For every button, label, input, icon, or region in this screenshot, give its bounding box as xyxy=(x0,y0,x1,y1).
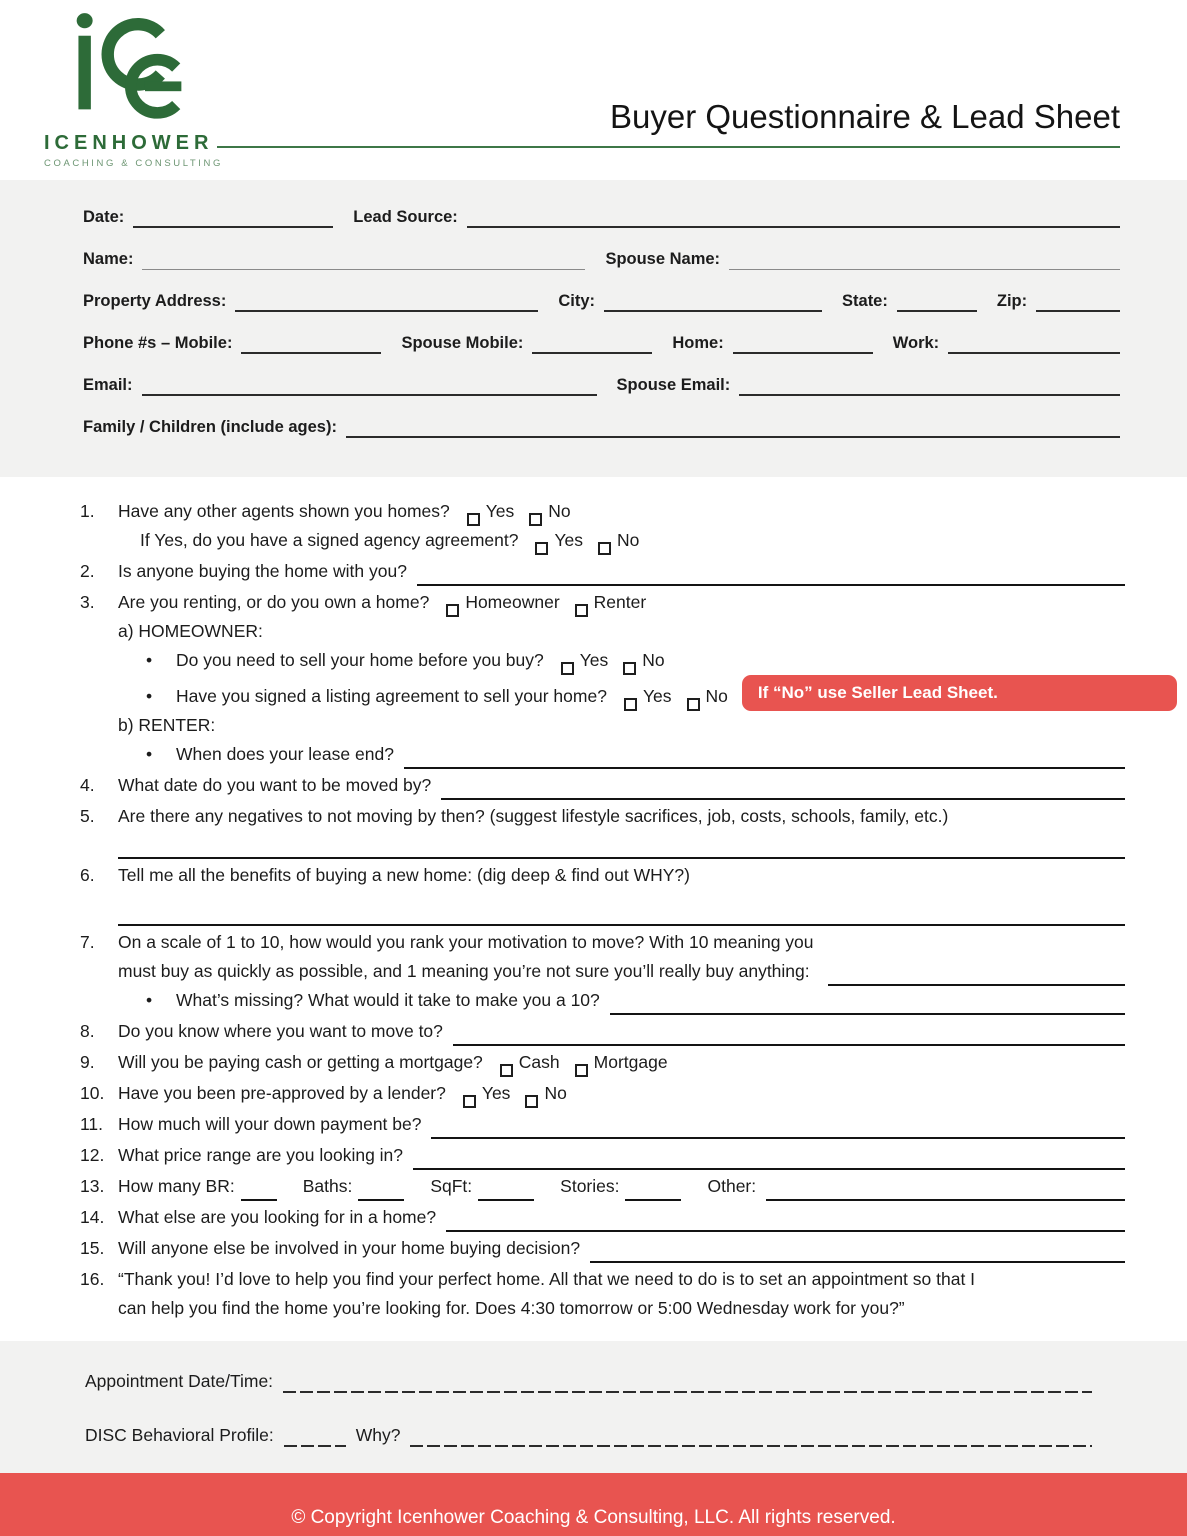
question-number: 2. xyxy=(80,561,95,581)
page-title: Buyer Questionnaire & Lead Sheet xyxy=(609,98,1120,135)
family-label: Family / Children (include ages): xyxy=(83,418,337,436)
no-checkbox[interactable] xyxy=(687,698,700,711)
yes-checkbox[interactable] xyxy=(624,698,637,711)
phones-label: Phone #s – Mobile: xyxy=(83,334,233,352)
whats-missing-blank[interactable] xyxy=(610,993,1125,1015)
question-11-text: How much will your down payment be? xyxy=(118,1113,422,1134)
yes-label: Yes xyxy=(554,530,584,550)
spouse-email-label: Spouse Email: xyxy=(616,376,731,394)
question-6-blank[interactable] xyxy=(118,924,1125,926)
no-label: No xyxy=(642,650,665,670)
motivation-rank-blank[interactable] xyxy=(828,964,1125,986)
property-address-label: Property Address: xyxy=(83,292,227,310)
question-number: 16. xyxy=(80,1268,105,1289)
question-4-text: What date do you want to be moved by? xyxy=(118,774,432,795)
question-7 xyxy=(80,928,1125,1015)
question-14-blank[interactable] xyxy=(446,1210,1125,1232)
why-label: Why? xyxy=(355,1424,401,1445)
question-15-text: Will anyone else be involved in your home buying decision? xyxy=(118,1237,581,1258)
br-blank[interactable] xyxy=(241,1179,277,1201)
why-blank[interactable] xyxy=(410,1425,1092,1447)
contact-row-family xyxy=(83,416,1120,438)
yes-label: Yes xyxy=(481,1082,511,1103)
question-1-sub-text: If Yes, do you have a signed agency agreement? xyxy=(140,530,519,550)
question-number: 10. xyxy=(80,1082,105,1103)
lead-source-label: Lead Source: xyxy=(353,208,458,226)
question-10-text: Have you been pre-approved by a lender? xyxy=(118,1082,446,1103)
lease-end-blank[interactable] xyxy=(404,747,1125,769)
zip-label: Zip: xyxy=(996,292,1028,310)
state-label: State: xyxy=(842,292,888,310)
question-2-blank[interactable] xyxy=(417,564,1125,586)
spouse-name-label: Spouse Name: xyxy=(605,250,721,268)
question-number: 13. xyxy=(80,1175,105,1196)
question-16 xyxy=(80,1265,1125,1323)
yes-label: Yes xyxy=(579,650,609,670)
other-blank[interactable] xyxy=(766,1179,1125,1201)
contact-row-date xyxy=(83,206,1120,228)
question-9-text: Will you be paying cash or getting a mortgage? xyxy=(118,1051,483,1072)
no-checkbox[interactable] xyxy=(598,542,611,555)
question-14-text: What else are you looking for in a home? xyxy=(118,1206,437,1227)
question-15-blank[interactable] xyxy=(590,1241,1125,1263)
question-number: 6. xyxy=(80,864,95,885)
question-5-blank[interactable] xyxy=(118,857,1125,859)
disc-profile-label: DISC Behavioral Profile: xyxy=(85,1424,274,1445)
questions-section xyxy=(0,477,1187,1325)
question-15 xyxy=(80,1234,1125,1263)
sqft-label: SqFt: xyxy=(430,1175,473,1196)
lead-source-blank[interactable] xyxy=(467,207,1120,228)
question-6 xyxy=(80,861,1125,926)
spouse-email-blank[interactable] xyxy=(739,375,1120,396)
question-number: 9. xyxy=(80,1051,95,1072)
no-checkbox[interactable] xyxy=(529,513,542,526)
title-rule-divider xyxy=(217,146,1120,148)
question-2-text: Is anyone buying the home with you? xyxy=(118,561,407,581)
cash-label: Cash xyxy=(518,1051,560,1072)
work-phone-blank[interactable] xyxy=(948,333,1120,354)
home-phone-blank[interactable] xyxy=(733,333,873,354)
whats-missing-text: What’s missing? What would it take to make you a 10? xyxy=(176,989,600,1010)
question-1-text: Have any other agents shown you homes? xyxy=(118,501,450,521)
homeowner-bullet-2-text: Have you signed a listing agreement to sell your home? xyxy=(176,685,607,706)
question-13 xyxy=(80,1172,1125,1201)
br-label: How many BR: xyxy=(118,1175,235,1196)
question-7-line1: On a scale of 1 to 10, how would you rank your motivation to move? With 10 meaning you xyxy=(118,931,814,952)
baths-blank[interactable] xyxy=(358,1179,404,1201)
question-number: 7. xyxy=(80,931,95,952)
brand-tagline: COACHING & CONSULTING xyxy=(44,158,223,169)
question-8-text: Do you know where you want to move to? xyxy=(118,1020,443,1041)
seller-lead-sheet-callout: If “No” use Seller Lead Sheet. xyxy=(742,675,1177,711)
email-label: Email: xyxy=(83,376,133,394)
stories-label: Stories: xyxy=(560,1175,620,1196)
question-3-text: Are you renting, or do you own a home? xyxy=(118,592,430,612)
question-14 xyxy=(80,1203,1125,1232)
question-16-line1: “Thank you! I’d love to help you find your perfect home. All that we need to do is to set an appointment so that I xyxy=(118,1268,976,1289)
contact-row-address xyxy=(83,290,1120,312)
question-12 xyxy=(80,1141,1125,1170)
question-8-blank[interactable] xyxy=(453,1024,1125,1046)
contact-row-name xyxy=(83,248,1120,270)
date-blank[interactable] xyxy=(133,207,333,228)
disc-profile-blank[interactable] xyxy=(284,1425,346,1447)
question-12-text: What price range are you looking in? xyxy=(118,1144,404,1165)
contact-row-phones xyxy=(83,332,1120,354)
renter-checkbox[interactable] xyxy=(575,604,588,617)
spouse-name-blank[interactable] xyxy=(729,249,1120,270)
bullet-icon: • xyxy=(146,650,153,670)
work-label: Work: xyxy=(892,334,940,352)
appointment-section xyxy=(0,1341,1187,1473)
brand-logo xyxy=(44,10,244,169)
other-label: Other: xyxy=(707,1175,757,1196)
question-number: 12. xyxy=(80,1144,105,1165)
yes-checkbox[interactable] xyxy=(535,542,548,555)
no-label: No xyxy=(705,685,728,706)
yes-label: Yes xyxy=(485,501,515,521)
question-16-line2: can help you find the home you’re looking for. Does 4:30 tomorrow or 5:00 Wednesday work for you?” xyxy=(118,1297,905,1318)
name-label: Name: xyxy=(83,250,134,268)
renter-label: Renter xyxy=(593,592,647,612)
no-label: No xyxy=(617,530,640,550)
city-label: City: xyxy=(558,292,596,310)
email-blank[interactable] xyxy=(142,375,597,396)
homeowner-label: Homeowner xyxy=(465,592,560,612)
question-12-blank[interactable] xyxy=(413,1148,1125,1170)
bullet-icon: • xyxy=(146,685,153,706)
renter-heading: b) RENTER: xyxy=(118,714,216,735)
homeowner-checkbox[interactable] xyxy=(446,604,459,617)
question-7-line2: must buy as quickly as possible, and 1 meaning you’re not sure you’ll really buy anything: xyxy=(118,960,810,981)
no-checkbox[interactable] xyxy=(623,662,636,675)
question-1 xyxy=(80,497,1125,555)
bullet-icon: • xyxy=(146,989,153,1010)
no-label: No xyxy=(544,1082,567,1103)
icc-monogram-icon xyxy=(66,10,208,128)
question-4-blank[interactable] xyxy=(441,778,1125,800)
baths-label: Baths: xyxy=(302,1175,353,1196)
question-number: 5. xyxy=(80,805,95,826)
mobile-blank[interactable] xyxy=(241,333,381,354)
spouse-mobile-label: Spouse Mobile: xyxy=(401,334,524,352)
yes-checkbox[interactable] xyxy=(463,1095,476,1108)
footer xyxy=(0,1473,1187,1536)
renter-bullet-1-text: When does your lease end? xyxy=(176,743,394,764)
question-2 xyxy=(80,557,1125,586)
city-blank[interactable] xyxy=(604,291,822,312)
brand-name: ICENHOWER xyxy=(44,132,214,154)
cash-checkbox[interactable] xyxy=(500,1064,513,1077)
no-label: No xyxy=(548,501,571,521)
question-number: 14. xyxy=(80,1206,105,1227)
question-5-text: Are there any negatives to not moving by then? (suggest lifestyle sacrifices, job, costs, schools, family, etc.) xyxy=(118,805,949,826)
zip-blank[interactable] xyxy=(1036,291,1120,312)
home-label: Home: xyxy=(672,334,724,352)
header xyxy=(0,0,1187,180)
no-checkbox[interactable] xyxy=(525,1095,538,1108)
question-6-text: Tell me all the benefits of buying a new home: (dig deep & find out WHY?) xyxy=(118,864,690,885)
question-number: 1. xyxy=(80,501,95,521)
sqft-blank[interactable] xyxy=(478,1179,534,1201)
yes-label: Yes xyxy=(642,685,672,706)
date-label: Date: xyxy=(83,208,125,226)
homeowner-heading: a) HOMEOWNER: xyxy=(118,621,263,641)
stories-blank[interactable] xyxy=(625,1179,681,1201)
disc-profile-row xyxy=(85,1423,1092,1447)
question-5 xyxy=(80,802,1125,859)
appointment-label: Appointment Date/Time: xyxy=(85,1370,274,1391)
homeowner-bullet-1-text: Do you need to sell your home before you buy? xyxy=(176,650,544,670)
appointment-row xyxy=(85,1369,1092,1393)
state-blank[interactable] xyxy=(897,291,977,312)
contact-row-email xyxy=(83,374,1120,396)
yes-checkbox[interactable] xyxy=(467,513,480,526)
question-number: 11. xyxy=(80,1113,104,1134)
question-number: 4. xyxy=(80,774,95,795)
property-address-blank[interactable] xyxy=(235,291,538,312)
question-number: 3. xyxy=(80,592,95,612)
question-number: 15. xyxy=(80,1237,105,1258)
question-10 xyxy=(80,1079,1125,1108)
appointment-blank[interactable] xyxy=(283,1371,1092,1393)
question-11-blank[interactable] xyxy=(431,1117,1125,1139)
name-blank[interactable] xyxy=(142,249,585,270)
mortgage-label: Mortgage xyxy=(593,1051,668,1072)
mortgage-checkbox[interactable] xyxy=(575,1064,588,1077)
bullet-icon: • xyxy=(146,743,153,764)
copyright-text: © Copyright Icenhower Coaching & Consulting, LLC. All rights reserved. xyxy=(291,1506,896,1528)
question-4 xyxy=(80,771,1125,800)
spouse-mobile-blank[interactable] xyxy=(532,333,652,354)
question-number: 8. xyxy=(80,1020,95,1041)
question-3 xyxy=(80,588,1125,769)
question-9 xyxy=(80,1048,1125,1077)
question-11 xyxy=(80,1110,1125,1139)
contact-panel xyxy=(0,180,1187,477)
family-blank[interactable] xyxy=(346,417,1120,438)
yes-checkbox[interactable] xyxy=(561,662,574,675)
question-8 xyxy=(80,1017,1125,1046)
